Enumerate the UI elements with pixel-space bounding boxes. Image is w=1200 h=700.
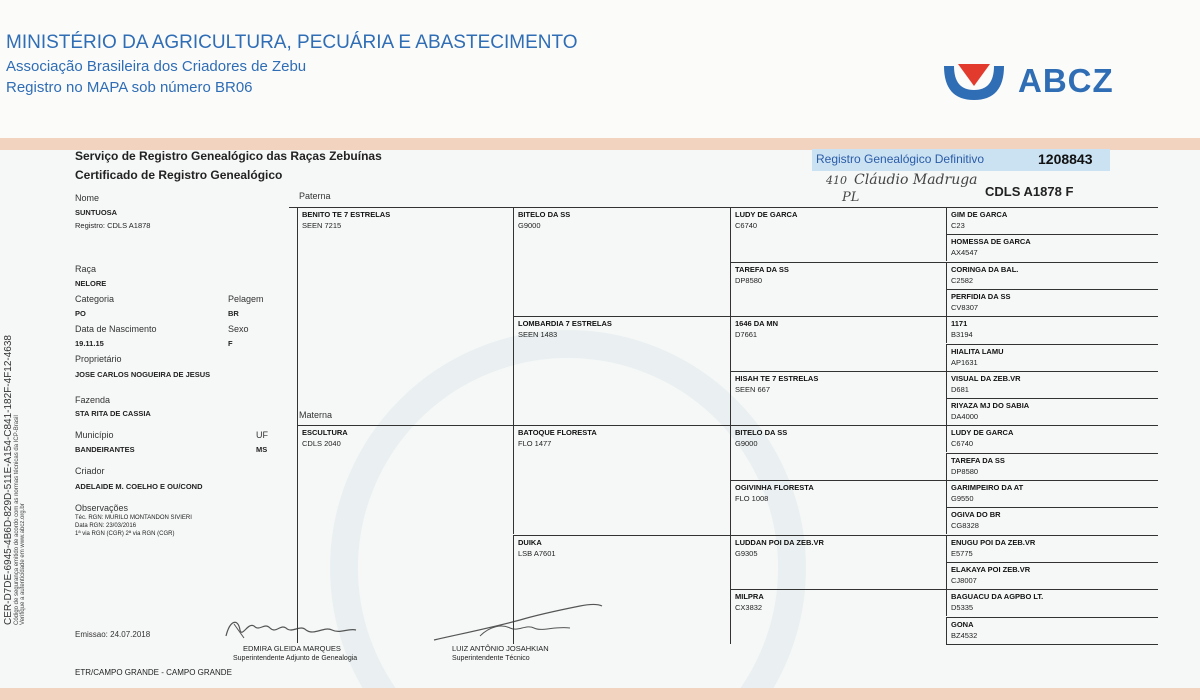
pedigree-line bbox=[946, 234, 1158, 235]
nascimento-value: 19.11.15 bbox=[75, 339, 104, 348]
pedigree-line bbox=[946, 480, 1158, 481]
pedigree-name: BITELO DA SS bbox=[735, 428, 788, 437]
pedigree-line bbox=[297, 207, 513, 208]
pedigree-line bbox=[730, 425, 946, 426]
pedigree-name: ESCULTURA bbox=[302, 428, 348, 437]
signature-2-role: Superintendente Técnico bbox=[452, 655, 530, 662]
pedigree-name: DUIKA bbox=[518, 538, 542, 547]
security-note-1: Código de segurança emitido de acordo com as normas técnicas da ICP-Brasil bbox=[14, 415, 20, 625]
pedigree-reg: C6740 bbox=[735, 221, 758, 230]
pedigree-line bbox=[946, 644, 1158, 645]
pedigree-reg: C23 bbox=[951, 221, 965, 230]
pedigree-reg: SEEN 7215 bbox=[302, 221, 342, 230]
pedigree-line bbox=[730, 371, 946, 372]
pedigree-line bbox=[946, 316, 947, 343]
pedigree-reg: LSB A7601 bbox=[518, 549, 556, 558]
pedigree-line bbox=[946, 371, 947, 398]
pedigree-line bbox=[297, 425, 298, 643]
pedigree-reg: SEEN 1483 bbox=[518, 330, 558, 339]
nome-label: Nome bbox=[75, 193, 100, 203]
signature-2-mark bbox=[430, 598, 610, 648]
pedigree-line bbox=[946, 262, 1158, 263]
logo-text: ABCZ bbox=[1018, 62, 1114, 99]
etr-location: ETR/CAMPO GRANDE - CAMPO GRANDE bbox=[75, 668, 232, 677]
pedigree-name: LOMBARDIA 7 ESTRELAS bbox=[518, 319, 612, 328]
signature-1-role: Superintendente Adjunto de Genealogia bbox=[233, 655, 358, 662]
pedigree-reg: CX3832 bbox=[735, 603, 763, 612]
pedigree-line bbox=[297, 425, 513, 426]
pedigree-name: HISAH TE 7 ESTRELAS bbox=[735, 374, 819, 383]
pedigree-reg: B3194 bbox=[951, 330, 973, 339]
pedigree-line bbox=[730, 316, 946, 317]
pedigree-line bbox=[513, 535, 514, 644]
pedigree-reg: G9550 bbox=[951, 494, 974, 503]
raca-label: Raça bbox=[75, 264, 97, 274]
pedigree-line bbox=[946, 425, 947, 452]
pedigree-name: OGIVINHA FLORESTA bbox=[735, 483, 814, 492]
pedigree-name: BATOQUE FLORESTA bbox=[518, 428, 597, 437]
pedigree-name: ELAKAYA POI ZEB.VR bbox=[951, 565, 1031, 574]
pedigree-line bbox=[946, 617, 1158, 618]
pedigree-name: MILPRA bbox=[735, 592, 764, 601]
pedigree-line bbox=[730, 262, 731, 317]
pedigree-reg: G9000 bbox=[518, 221, 541, 230]
pedigree-reg: C6740 bbox=[951, 439, 974, 448]
pedigree-name: BENITO TE 7 ESTRELAS bbox=[302, 210, 391, 219]
header bbox=[0, 0, 1200, 138]
pedigree-line bbox=[513, 535, 730, 536]
pedigree-name: ENUGU POI DA ZEB.VR bbox=[951, 538, 1036, 547]
pedigree-reg: G9000 bbox=[735, 439, 758, 448]
pedigree-reg: AX4547 bbox=[951, 248, 978, 257]
registry-line: Registro no MAPA sob número BR06 bbox=[6, 79, 253, 96]
stamp-pl: PL bbox=[842, 190, 860, 205]
pelagem-value: BR bbox=[228, 309, 239, 318]
raca-value: NELORE bbox=[75, 279, 107, 288]
pedigree-name: BITELO DA SS bbox=[518, 210, 571, 219]
municipio-label: Município bbox=[75, 430, 114, 440]
pelagem-label: Pelagem bbox=[228, 294, 264, 304]
pedigree-line bbox=[946, 562, 947, 589]
stamp-number: 1208843 bbox=[1038, 151, 1093, 167]
criador-label: Criador bbox=[75, 466, 105, 476]
pedigree-line bbox=[513, 316, 730, 317]
pedigree-line bbox=[946, 234, 947, 261]
pedigree-line bbox=[946, 398, 947, 425]
fazenda-label: Fazenda bbox=[75, 395, 111, 405]
pedigree-name: HIALITA LAMU bbox=[951, 347, 1004, 356]
fazenda-value: STA RITA DE CASSIA bbox=[75, 409, 151, 418]
pedigree-line bbox=[513, 425, 514, 534]
pedigree-reg: SEEN 667 bbox=[735, 385, 771, 394]
registry-stamp bbox=[812, 149, 1110, 171]
service-title: Serviço de Registro Genealógico das Raças Zebuínas bbox=[75, 149, 382, 163]
pedigree-name: OGIVA DO BR bbox=[951, 510, 1001, 519]
pedigree-name: PERFIDIA DA SS bbox=[951, 292, 1011, 301]
pedigree-line bbox=[730, 589, 946, 590]
pedigree-name: BAGUACU DA AGPBO LT. bbox=[951, 592, 1044, 601]
pedigree-reg: CV8307 bbox=[951, 303, 979, 312]
pedigree-name: 1646 DA MN bbox=[735, 319, 779, 328]
sexo-label: Sexo bbox=[228, 324, 249, 334]
pedigree-line bbox=[730, 535, 731, 590]
pedigree-line bbox=[297, 207, 298, 425]
footer-band bbox=[0, 688, 1200, 700]
pedigree-reg: CDLS 2040 bbox=[302, 439, 341, 448]
pedigree-line bbox=[946, 344, 1158, 345]
observacoes-label: Observações bbox=[75, 503, 129, 513]
pedigree-line bbox=[946, 507, 1158, 508]
pedigree-name: HOMESSA DE GARCA bbox=[951, 237, 1031, 246]
association-name: Associação Brasileira dos Criadores de Zebu bbox=[6, 58, 307, 75]
security-note-2: Verifique a autenticidade em www.abcz.org.br bbox=[20, 503, 26, 625]
pedigree-reg: G9305 bbox=[735, 549, 758, 558]
sexo-value: F bbox=[228, 339, 233, 348]
pedigree-line bbox=[946, 425, 1158, 426]
pedigree-line bbox=[946, 453, 947, 480]
pedigree-line bbox=[946, 589, 947, 616]
pedigree-line bbox=[946, 535, 947, 562]
pedigree-line bbox=[730, 262, 946, 263]
pedigree-line bbox=[513, 425, 730, 426]
pedigree-line bbox=[946, 562, 1158, 563]
pedigree-name: TAREFA DA SS bbox=[951, 456, 1005, 465]
pedigree-reg: FLO 1008 bbox=[735, 494, 769, 503]
obs-line-2: Data RGN: 23/03/2016 bbox=[75, 523, 137, 529]
categoria-value: PO bbox=[75, 309, 86, 318]
pedigree-reg: D681 bbox=[951, 385, 969, 394]
signature-1-name: EDMIRA GLEIDA MARQUES bbox=[243, 644, 341, 653]
pedigree-reg: FLO 1477 bbox=[518, 439, 552, 448]
pedigree-reg: CG8328 bbox=[951, 521, 979, 530]
pedigree-reg: D7661 bbox=[735, 330, 758, 339]
pedigree-name: LUDY DE GARCA bbox=[735, 210, 798, 219]
pedigree-line bbox=[946, 535, 1158, 536]
uf-value: MS bbox=[256, 445, 268, 454]
pedigree-line bbox=[946, 207, 947, 234]
abcz-emblem-icon bbox=[938, 60, 1010, 104]
criador-value: ADELAIDE M. COELHO E OU/COND bbox=[75, 482, 203, 491]
pedigree-line bbox=[946, 262, 947, 289]
pedigree-line bbox=[730, 207, 946, 208]
pedigree-line bbox=[730, 425, 731, 480]
pedigree-line bbox=[730, 371, 731, 426]
pedigree-line bbox=[946, 371, 1158, 372]
pedigree-line bbox=[946, 480, 947, 507]
pedigree-line bbox=[946, 289, 947, 316]
pedigree-line bbox=[513, 207, 730, 208]
pedigree-name: VISUAL DA ZEB.VR bbox=[951, 374, 1021, 383]
pedigree-reg: C2582 bbox=[951, 276, 974, 285]
pedigree-line bbox=[946, 507, 947, 534]
pedigree-line bbox=[946, 316, 1158, 317]
uf-label: UF bbox=[256, 430, 268, 440]
pedigree-line bbox=[946, 453, 1158, 454]
materna-label: Materna bbox=[299, 410, 333, 420]
pedigree-line bbox=[289, 207, 297, 208]
emission-date: Emissao: 24.07.2018 bbox=[75, 630, 151, 639]
pedigree-line bbox=[946, 344, 947, 371]
pedigree-line bbox=[730, 316, 731, 371]
pedigree-line bbox=[730, 207, 731, 262]
pedigree-name: LUDY DE GARCA bbox=[951, 428, 1014, 437]
pedigree-line bbox=[946, 617, 947, 644]
pedigree-line bbox=[730, 589, 731, 644]
pedigree-reg: BZ4532 bbox=[951, 631, 978, 640]
pedigree-line bbox=[946, 398, 1158, 399]
pedigree-reg: DA4000 bbox=[951, 412, 979, 421]
proprietario-value: JOSE CARLOS NOGUEIRA DE JESUS bbox=[75, 370, 211, 379]
certificate-title: Certificado de Registro Genealógico bbox=[75, 168, 283, 182]
proprietario-label: Proprietário bbox=[75, 354, 122, 364]
pedigree-reg: D5335 bbox=[951, 603, 974, 612]
pedigree-name: LUDDAN POI DA ZEB.VR bbox=[735, 538, 824, 547]
nome-value: SUNTUOSA bbox=[75, 208, 118, 217]
pedigree-reg: E5775 bbox=[951, 549, 973, 558]
pedigree-reg: CJ8007 bbox=[951, 576, 977, 585]
paterna-label: Paterna bbox=[299, 191, 331, 201]
pedigree-line bbox=[946, 289, 1158, 290]
pedigree-name: GIM DE GARCA bbox=[951, 210, 1008, 219]
registro-value: Registro: CDLS A1878 bbox=[75, 221, 151, 230]
stamp-signature: Cláudio Madruga bbox=[854, 172, 978, 188]
pedigree-line bbox=[513, 207, 514, 316]
stamp-sig-prefix: 410 bbox=[826, 174, 847, 187]
pedigree-name: GARIMPEIRO DA AT bbox=[951, 483, 1024, 492]
pedigree-line bbox=[946, 589, 1158, 590]
abcz-logo bbox=[938, 60, 1153, 104]
stamp-label: Registro Genealógico Definitivo bbox=[816, 152, 985, 166]
pedigree-line bbox=[513, 316, 514, 425]
pedigree-name: RIYAZA MJ DO SABIA bbox=[951, 401, 1030, 410]
municipio-value: BANDEIRANTES bbox=[75, 445, 135, 454]
pedigree-reg: AP1631 bbox=[951, 358, 978, 367]
pedigree-line bbox=[730, 480, 946, 481]
security-code: CER-D7DE-6945-4B6D-829D-511E-A154-C841-182F-4F12-4638 bbox=[3, 335, 14, 625]
pedigree-name: TAREFA DA SS bbox=[735, 265, 789, 274]
ministry-title: MINISTÉRIO DA AGRICULTURA, PECUÁRIA E ABASTECIMENTO bbox=[6, 32, 578, 53]
nascimento-label: Data de Nascimento bbox=[75, 324, 157, 334]
security-code-block bbox=[3, 335, 26, 625]
categoria-label: Categoria bbox=[75, 294, 115, 304]
pedigree-reg: DP8580 bbox=[735, 276, 763, 285]
obs-line-1: Téc. RGN: MURILO MONTANDON SIVIERI bbox=[75, 515, 192, 521]
pedigree-name: CORINGA DA BAL. bbox=[951, 265, 1019, 274]
obs-line-3: 1ª via RGN (CGR) 2ª via RGN (CGR) bbox=[75, 531, 175, 537]
pedigree-line bbox=[730, 480, 731, 535]
pedigree-name: GONA bbox=[951, 620, 974, 629]
signature-1-mark bbox=[220, 612, 360, 646]
pedigree-line bbox=[946, 207, 1158, 208]
animal-code: CDLS A1878 F bbox=[985, 184, 1074, 199]
pedigree-line bbox=[730, 535, 946, 536]
signature-2-name: LUIZ ANTÔNIO JOSAHKIAN bbox=[452, 644, 549, 653]
pedigree-reg: DP8580 bbox=[951, 467, 979, 476]
pedigree-name: 1171 bbox=[951, 319, 968, 328]
